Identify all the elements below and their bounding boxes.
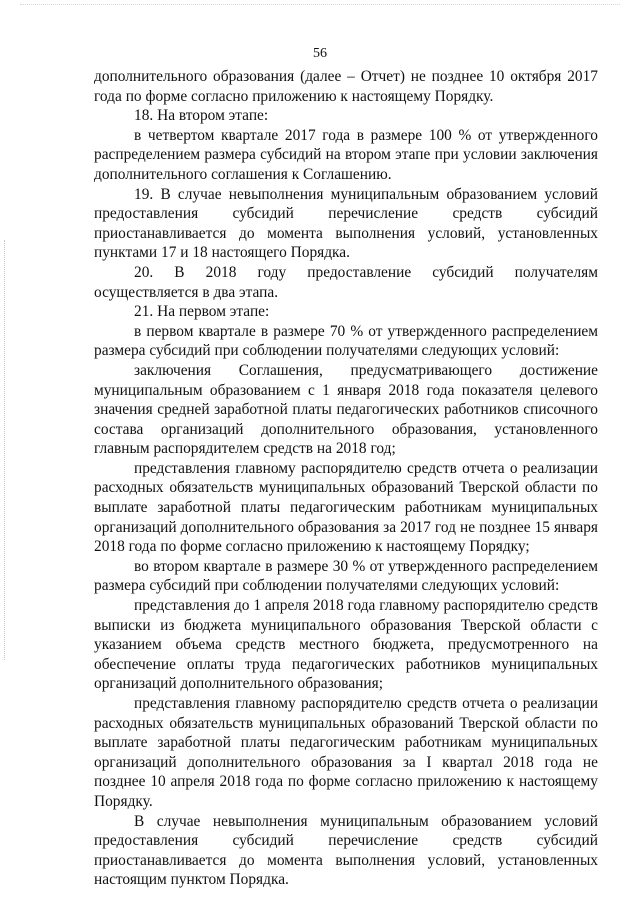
paragraph-report-deadline: дополнительного образования (далее – Отчет) не позднее 10 октября 2017 года по форме согласно приложению к настоящему Порядку. (94, 68, 598, 105)
paragraph-18-heading: 18. На втором этапе: (134, 107, 269, 125)
paragraph-budget-extract-condition: представления до 1 апреля 2018 года главному распорядителю средств выписки из бюджета муниципального образования Тверской области с указанием объема средств местного бюджета, предусмотренного на обеспечение оплаты труда педагогических работников муниципальных организаций дополнительного образования; (94, 597, 598, 693)
paragraph-18-fourth-quarter: в четвертом квартале 2017 года в размере 100 % от утвержденного распределением размера субсидий на втором этапе при условии заключения дополнительного соглашения к Соглашению. (94, 126, 598, 183)
paragraph-report-2017-condition: представления главному распорядителю средств отчета о реализации расходных обязательств муниципальных образований Тверской области по выплате заработной платы педагогическим работникам муниципальных организаций дополнительного образования за 2017 год не позднее 15 января 2018 года по форме согласно приложению к настоящему Порядку; (94, 459, 598, 556)
scan-edge-marks-left (4, 240, 11, 660)
paragraph-non-fulfillment: В случае невыполнения муниципальным образованием условий предоставления субсидий перечисление средств субсидий приостанавливается до момента выполнения условий, установленных настоящим пунктом Порядка. (94, 812, 598, 889)
paragraph-21-first-quarter: в первом квартале в размере 70 % от утвержденного распределением размера субсидий при соблюдении получателями следующих условий: (94, 322, 598, 360)
document-body (94, 67, 598, 890)
paragraph-21-heading: 21. На первом этапе: (134, 303, 270, 321)
page-number: 56 (313, 46, 327, 61)
paragraph-report-q1-condition: представления главному распорядителю средств отчета о реализации расходных обязательств муниципальных образований Тверской области по выплате заработной платы педагогическим работникам муниципальных организаций дополнительного образования за I квартал 2018 года не позднее 10 апреля 2018 года по форме согласно приложению к настоящему Порядку. (94, 695, 598, 810)
scan-edge-marks-top (20, 4, 620, 6)
paragraph-agreement-condition: заключения Соглашения, предусматривающего достижение муниципальным образованием с 1 января 2018 года показателя целевого значения средней заработной платы педагогических работников списочного состава организаций дополнительного образования, установленного главным распорядителем средств на 2018 год; (94, 361, 598, 458)
paragraph-20: 20. В 2018 году предоставление субсидий получателям осуществляется в два этапа. (94, 263, 598, 301)
paragraph-19: 19. В случае невыполнения муниципальным образованием условий предоставления субсидий перечисление средств субсидий приостанавливается до момента выполнения условий, установленных пунктами 17 и 18 настоящего Порядка. (94, 185, 598, 262)
paragraph-second-quarter: во втором квартале в размере 30 % от утвержденного распределением размера субсидий при соблюдении получателями следующих условий: (94, 557, 598, 595)
